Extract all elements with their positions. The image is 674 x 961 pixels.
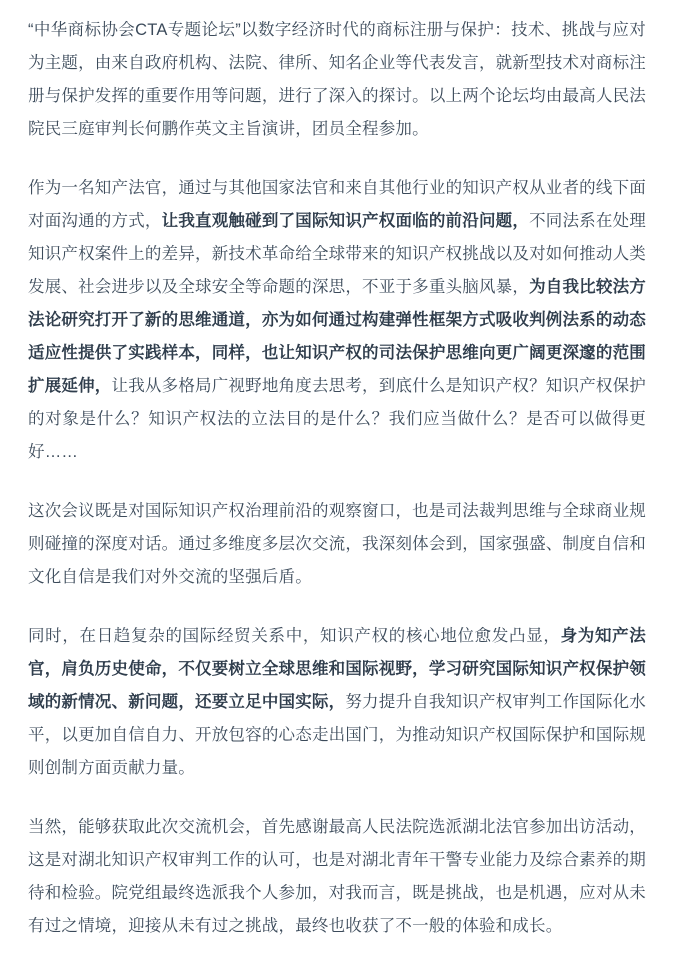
body-text: 当然，能够获取此次交流机会，首先感谢最高人民法院选派湖北法官参加出访活动，这是对湖北知识产权审判工作的认可，也是对湖北青年干警专业能力及综合素养的期待和检验。院党组最终选派我个人参加，对我而言，既是挑战，也是机遇，应对从未有过之情境，迎接从未有过之挑战，最终也收获了不一般的体验和成长。 — [28, 818, 646, 935]
paragraph — [28, 811, 646, 943]
body-text: “中华商标协会CTA专题论坛”以数字经济时代的商标注册与保护：技术、挑战与应对为主题，由来自政府机构、法院、律所、知名企业等代表发言，就新型技术对商标注册与保护发挥的重要作用等问题，进行了深入的探讨。以上两个论坛均由最高人民法院民三庭审判长何鹏作英文主旨演讲，团员全程参加。 — [28, 21, 646, 138]
paragraph — [28, 620, 646, 785]
emphasis-text: 让我直观触碰到了国际知识产权面临的前沿问题， — [161, 212, 530, 230]
body-text: 努力提升自我知识产权审判工作国际化水平，以更加自信自力、开放包容的心态走出国门，为推动知识产权国际保护和国际规则创制方面贡献力量。 — [28, 693, 646, 777]
emphasis-text: 身为知产法官，肩负历史使命，不仅要树立全球思维和国际视野，学习研究国际知识产权保护领域的新情况、新问题，还要立足中国实际， — [28, 627, 646, 711]
body-text: 同时，在日趋复杂的国际经贸关系中，知识产权的核心地位愈发凸显， — [28, 627, 561, 645]
paragraph — [28, 14, 646, 146]
article-body — [28, 14, 646, 943]
body-text: 让我从多格局广视野地角度去思考，到底什么是知识产权？知识产权保护的对象是什么？知识产权法的立法目的是什么？我们应当做什么？是否可以做得更好…… — [28, 377, 646, 461]
emphasis-text: 为自我比较法方法论研究打开了新的思维通道，亦为如何通过构建弹性框架方式吸收判例法系的动态适应性提供了实践样本，同样，也让知识产权的司法保护思维向更广阔更深邃的范围扩展延伸， — [28, 278, 646, 395]
body-text: 这次会议既是对国际知识产权治理前沿的观察窗口，也是司法裁判思维与全球商业规则碰撞的深度对话。通过多维度多层次交流，我深刻体会到，国家强盛、制度自信和文化自信是我们对外交流的坚强后盾。 — [28, 502, 646, 586]
paragraph — [28, 495, 646, 594]
body-text: 不同法系在处理知识产权案件上的差异，新技术革命给全球带来的知识产权挑战以及对如何推动人类发展、社会进步以及全球安全等命题的深思，不亚于多重头脑风暴， — [28, 212, 646, 296]
paragraph — [28, 172, 646, 469]
body-text: 作为一名知产法官，通过与其他国家法官和来自其他行业的知识产权从业者的线下面对面沟通的方式， — [28, 179, 646, 230]
